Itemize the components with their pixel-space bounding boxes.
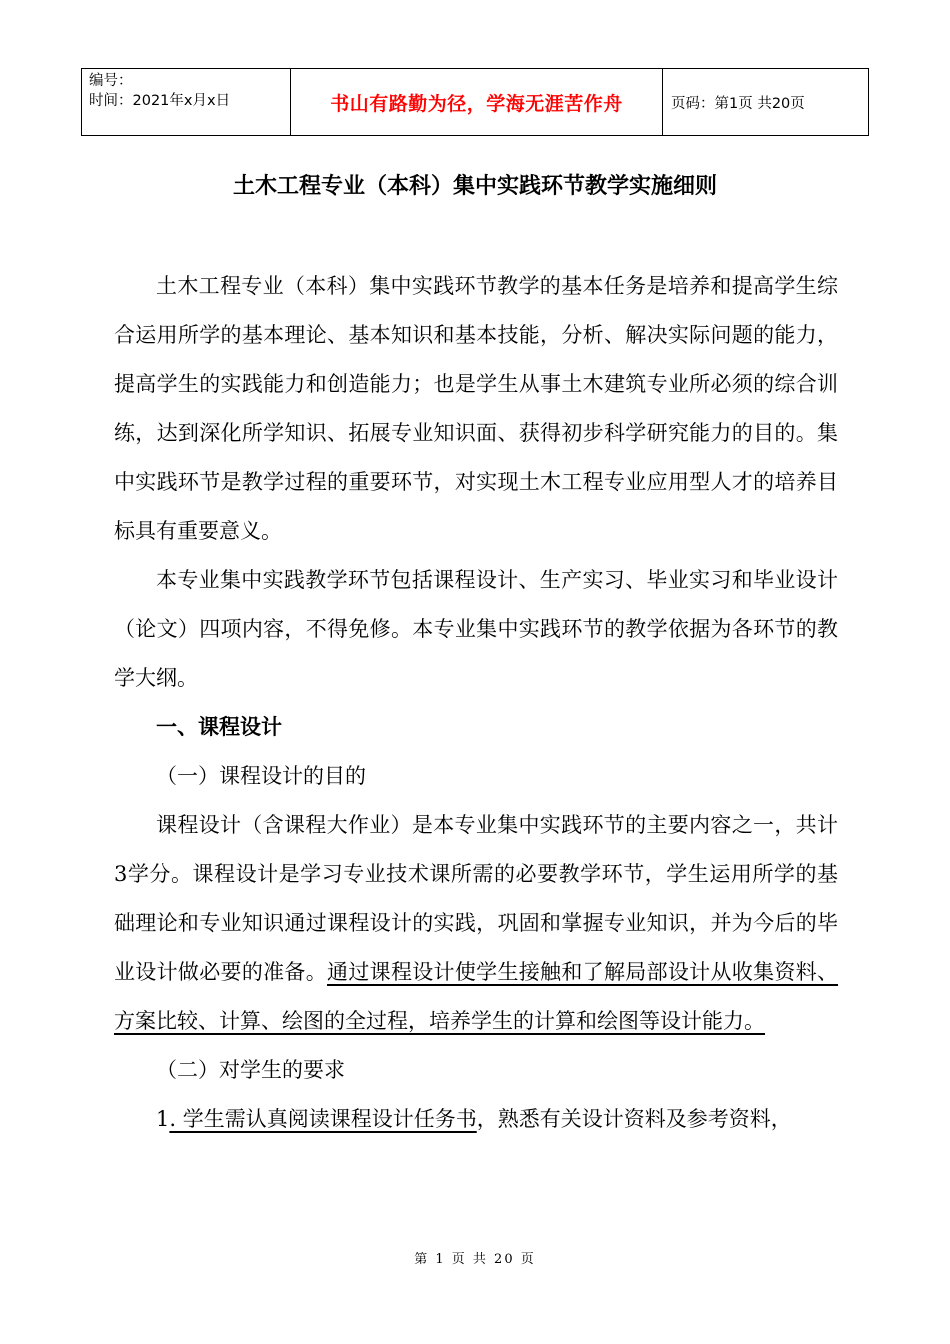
requirement-underlined: . 学生需认真阅读课程设计任务书 (169, 1107, 477, 1131)
header-table (81, 68, 869, 136)
paragraph-purpose (114, 801, 838, 1046)
header-page-cell (663, 69, 869, 136)
motto-text: 书山有路勤为径，学海无涯苦作舟 (330, 92, 623, 115)
header-motto-cell (291, 69, 663, 136)
list-number: 1 (156, 1107, 170, 1131)
paragraph-scope: 本专业集中实践教学环节包括课程设计、生产实习、毕业实习和毕业设计（论文）四项内容，不得免修。本专业集中实践环节的教学依据为各环节的教学大纲。 (114, 568, 838, 690)
paragraph-requirement-1 (114, 1095, 838, 1144)
page-footer: 第 1 页 共 20 页 (414, 1252, 536, 1267)
time-label: 时间：2021年x月x日 (89, 93, 231, 109)
paragraph-purpose-underlined: 通过课程设计使学生接触和了解局部设计从收集资料、方案比较、计算、绘图的全过程，培养学生的计算和绘图等设计能力。 (114, 960, 838, 1033)
document-body (114, 262, 838, 1144)
paragraph-intro: 土木工程专业（本科）集中实践环节教学的基本任务是培养和提高学生综合运用所学的基本理论、基本知识和基本技能，分析、解决实际问题的能力，提高学生的实践能力和创造能力；也是学生从事土木建筑专业所必须的综合训练，达到深化所学知识、拓展专业知识面、获得初步科学研究能力的目的。集中实践环节是教学过程的重要环节，对实现土木工程专业应用型人才的培养目标具有重要意义。 (114, 274, 838, 543)
requirement-text: ，熟悉有关设计资料及参考资料， (476, 1107, 792, 1131)
paragraph-purpose-text: 课程设计（含课程大作业）是本专业集中实践环节的主要内容之一，共计3学分。课程设计是学习专业技术课所需的必要教学环节，学生运用所学的基础理论和专业知识通过课程设计的实践，巩固和掌握专业知识，并为今后的毕业设计做必要的准备。 (114, 813, 838, 984)
subsection-heading-requirements: （二）对学生的要求 (156, 1058, 345, 1082)
section-heading-course-design: 一、课程设计 (156, 715, 282, 739)
document-title: 土木工程专业（本科）集中实践环节教学实施细则 (232, 174, 717, 199)
subsection-heading-purpose: （一）课程设计的目的 (156, 764, 366, 788)
page-info: 页码：第1页 共20页 (671, 95, 805, 112)
header-meta-cell (82, 69, 291, 136)
number-label: 编号： (89, 73, 133, 89)
